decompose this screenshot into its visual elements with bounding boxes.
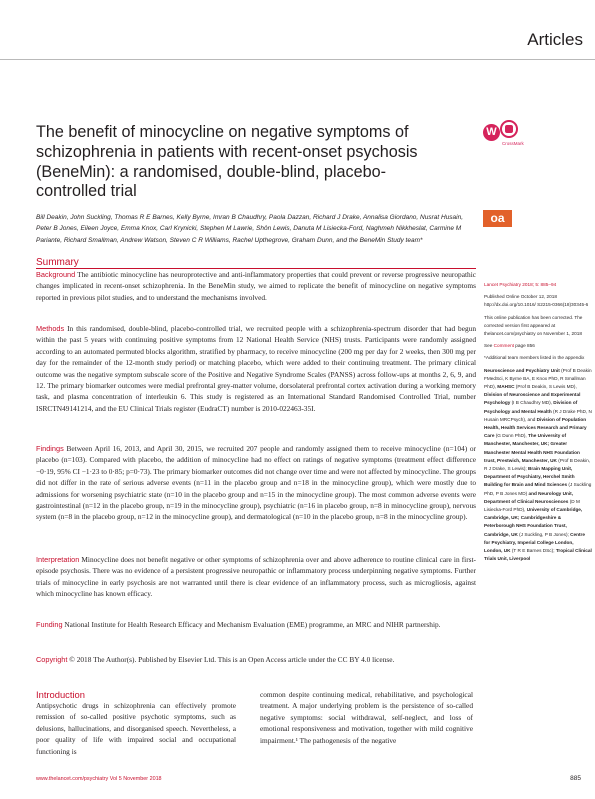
correction-note: This online publication has been corrected. The corrected version first appeared at thelancet.com/psychiatry on November 1, 2018 <box>484 314 583 337</box>
copyright-text: © 2018 The Author(s). Published by Elsevier Ltd. This is an Open Access article under the CC BY 4.0 license. <box>67 655 395 664</box>
comment-link[interactable]: Comment <box>493 343 514 349</box>
footer-url[interactable]: www.thelancet.com/psychiatry <box>36 776 109 782</box>
copyright-paragraph <box>36 654 476 665</box>
affiliation-authors: (Prof B Deakin, S Lewis MD), <box>514 384 577 390</box>
affiliation-authors: (J Suckling, P B Jones); <box>517 531 571 537</box>
affiliation-institution: University of Cambridge, Cambridge, UK; Cambridgeshire & Peterborough NHS Foundation Trust, Cambridge, UK <box>484 507 583 537</box>
methods-paragraph <box>36 323 476 414</box>
publication-info[interactable]: Published Online October 12, 2018 http://dx.doi.org/10.1016/ S2215-0366(18)30345-6 <box>484 294 589 308</box>
affiliation-institution: MAHSC <box>497 384 515 390</box>
funding-paragraph <box>36 619 476 630</box>
affiliation-institution: Brain Mapping Unit, Department of Psychiatry, Herchel Smith Building for Brain and Mind Sciences <box>484 466 575 488</box>
funding-text: National Institute for Health Research Efficacy and Mechanism Evaluation (EME) programme, an MRC and NIHR partnership. <box>62 620 441 629</box>
comment-prefix: See <box>484 343 494 349</box>
crossmark-bookmark-icon <box>505 125 513 133</box>
findings-paragraph <box>36 443 476 523</box>
journal-reference: Lancet Psychiatry 2018; 5: 885–94 <box>484 282 557 287</box>
affiliation-authors: (T R E Barnes DSc); <box>510 548 556 554</box>
crossmark-label: CrossMark <box>502 141 524 146</box>
background-text: The antibiotic minocycline has neuroprotective and anti-inflammatory properties that could prevent or reverse progressive neuropathic changes implicated in recent-onset schizophrenia. In the BeneMin study, we aimed to replicate the benefit of minocycline on negative symptoms reported in previous pilot studies, and to understand the mechanisms involved. <box>36 270 476 302</box>
section-label: Articles <box>527 30 583 49</box>
affiliation-institution: Division of Psychology and Mental Health <box>484 400 578 414</box>
affiliation-authors: (Prof B Deakin, R J Drake, S Lewis); <box>484 457 591 472</box>
affiliation-institution: and Neurology Unit, Department of Clinical Neurosciences <box>484 490 573 504</box>
affiliation-authors: (J Suckling PhD, P B Jones MD) <box>484 482 592 496</box>
interpretation-paragraph <box>36 554 476 600</box>
affiliation-item <box>497 384 576 389</box>
affiliation-institution: Neuroscience and Psychiatry Unit <box>484 367 560 373</box>
findings-label: Findings <box>36 444 64 453</box>
affiliation-authors: (Prof B Deakin FMedSci, K Byrne BA, E Knox PhD, R Smallman PhD), <box>484 367 592 390</box>
article-sidebar <box>484 281 592 564</box>
introduction-heading: Introduction <box>36 689 85 700</box>
introduction-right-column: common despite continuing medical, rehabilitative, and psychological treatment. A major underlying problem is the persistence of so-called negative symptoms: social withdrawal, self-neglect, and loss of emotional responsiveness and motivation, together with mild cognitive impairment.¹ The pathogenesis of the negative <box>260 690 473 745</box>
affiliation-institution: Tropical Clinical Trials Unit, Liverpool <box>484 548 592 562</box>
methods-text: In this randomised, double-blind, placebo-controlled trial, we recruited people with a schizophrenia-spectrum disorder that had begun within the past 5 years with continuing positive symptoms from 12 National Health Service (NHS) trusts. Participants were randomly assigned according to an automated permuted blocks algorithm, stratified by pharmacy, to receive minocycline (200 mg per day for 2 weeks, then 300 mg per day for the remainder of the 12-month study period) or matching placebo, which were added to their continuing treatment. The primary clinical outcome was the negative symptom subscale score of the Positive and Negative Syndrome Scales (PANSS) across follow-ups at months 2, 6, 9, and 12. The primary biomarker outcomes were medial prefrontal grey-matter volume, dorsolateral prefrontal cortex activation during a working memory task, and plasma concentration of interleukin 6. This study is registered as an International Standard Randomised Controlled Trial, number ISRCTN49141214, and the EU Clinical Trials register (EudraCT) number is 2010-022463-35I. <box>36 324 476 413</box>
funding-label: Funding <box>36 620 63 629</box>
affiliation-authors: (R J Drake PhD, N Husain MRCPsych), and <box>484 408 592 422</box>
copyright-label: Copyright <box>36 655 68 664</box>
affiliation-authors: (G Dunn PhD), <box>494 433 529 439</box>
additional-members-note: *Additional team members listed in the appendix <box>484 355 585 361</box>
author-list: Bill Deakin, John Suckling, Thomas R E Barnes, Kelly Byrne, Imran B Chaudhry, Paola Dazzan, Richard J Drake, Annalisa Giordano, Nusrat Husain, Peter B Jones, Eileen Joyce, Emma Knox, Carl Krynicki, Stephen M Lawrie, Shôn Lewis, Danuta M Lisiecka-Ford, Naghmeh Nikkheslat, Carmine M Pariante, Richard Smallman, Andrew Watson, Steven C R Williams, Rachel Upthegrove, Graham Dunn, and the BeneMin Study team* <box>36 214 464 244</box>
page-number: 885 <box>570 775 581 782</box>
affiliation-institution: The University of Manchester, Manchester, UK; Greater Manchester Mental Health NHS Foundation trust, Prestwich, Manchester, UK <box>484 433 580 463</box>
interpretation-label: Interpretation <box>36 555 80 564</box>
affiliation-authors: (D M Lisiecka-Ford PhD), <box>484 498 580 513</box>
article-title: The benefit of minocycline on negative symptoms of schizophrenia in patients with recent-onset psychosis (BeneMin): a randomised, double-blind, placebo-controlled trial <box>36 123 418 201</box>
affiliation-institution: Division of Neuroscience and Experimental Psychology <box>484 392 581 406</box>
comment-reference <box>484 342 592 350</box>
affiliation-authors: (I B Chaudhry MD), <box>510 400 554 406</box>
comment-suffix: page 856 <box>513 343 535 349</box>
affiliation-institution: Centre for Psychiatry, Imperial College London, London, UK <box>484 531 585 554</box>
header-rule <box>0 59 595 60</box>
summary-heading: Summary <box>36 257 79 268</box>
open-access-logo: oa <box>483 210 512 227</box>
footer-date: November 2018 <box>123 776 162 782</box>
interpretation-text: Minocycline does not benefit negative or other symptoms of schizophrenia over and above adherence to routine clinical care in first-episode psychosis. There was no evidence of a persistent progressive neuropathic or inflammatory process underpinning negative symptoms. Further trials of minocycline in early psychosis are not warranted until there is clear evidence of an inflammatory process, such as microgliosis, against which minocycline has known efficacy. <box>36 555 476 599</box>
altmetric-icon[interactable]: W <box>483 124 500 141</box>
footer-journal <box>36 776 162 782</box>
findings-text: Between April 16, 2013, and April 30, 2015, we recruited 207 people and randomly assigned them to receive minocycline (n=104) or placebo (n=103). Compared with placebo, the addition of minocycline had no effect on ratings of negative symptoms (treatment effect difference −0·19, 95% CI −1·23 to 0·85; p=0·73). The primary biomarker outcomes did not change over time and were not affected by minocycline. The groups did not differ in the rate of serious adverse events (n=11 in the placebo group and n=18 in the minocycline group), which were mostly due to admissions for worsening psychiatric state (n=10 in the placebo group and n=15 in the minocycline group). The most common adverse events were gastrointestinal (n=12 in the placebo group, n=19 in the minocycline group), psychiatric (n=16 in placebo group, n=8 in minocycline group), nervous system (n=8 in the placebo group, n=12 in the minocycline group), and dermatological (n=10 in the placebo group, n=8 in the minocycline group). <box>36 444 476 522</box>
methods-label: Methods <box>36 324 65 333</box>
background-label: Background <box>36 270 76 279</box>
footer-volume: Vol 5 <box>109 776 122 782</box>
affiliation-list <box>484 367 592 564</box>
background-paragraph <box>36 269 476 303</box>
introduction-left-column: Antipsychotic drugs in schizophrenia can effectively promote remission of so-called positive psychotic symptoms, such as delusions, hallucinations, and disorganised speech. Nevertheless, a poor quality of life with impaired social and occupational functioning is <box>36 701 236 756</box>
affiliation-institution: Division of Population Health, Health Services Research and Primary Care <box>484 416 587 439</box>
